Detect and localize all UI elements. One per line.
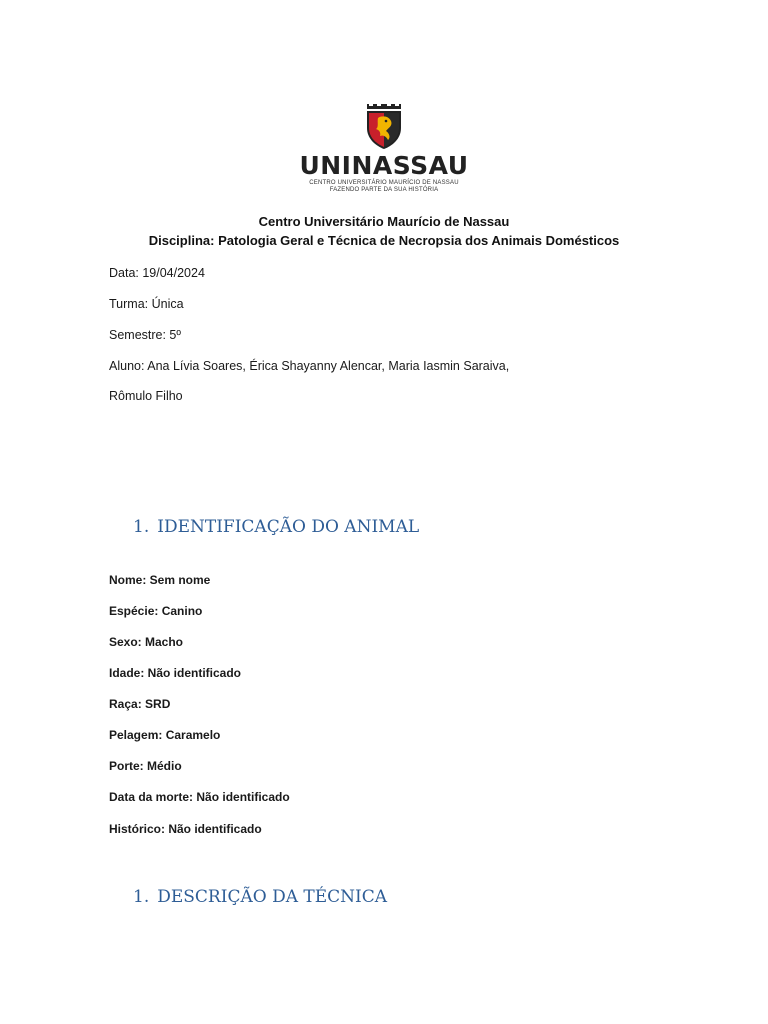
discipline-name: Disciplina: Patologia Geral e Técnica de Necropsia dos Animais Domésticos xyxy=(148,233,620,248)
field-species: Espécie: Canino xyxy=(109,604,203,618)
logo-tagline-2: FAZENDO PARTE DA SUA HISTÓRIA xyxy=(329,187,439,193)
field-death-date: Data da morte: Não identificado xyxy=(109,790,290,804)
institution-logo xyxy=(0,104,768,194)
field-sex: Sexo: Macho xyxy=(109,635,184,649)
class-line: Turma: Única xyxy=(109,297,184,311)
institution-name: Centro Universitário Maurício de Nassau xyxy=(258,214,510,229)
students-line-2: Rômulo Filho xyxy=(109,389,183,403)
semester-line: Semestre: 5º xyxy=(109,328,181,342)
field-breed: Raça: SRD xyxy=(109,697,171,711)
logo-tagline-1: CENTRO UNIVERSITÁRIO MAURÍCIO DE NASSAU xyxy=(309,180,459,186)
date-line: Data: 19/04/2024 xyxy=(109,266,205,280)
section-technique-title xyxy=(133,887,387,907)
field-name: Nome: Sem nome xyxy=(109,573,211,587)
section-identification-title xyxy=(133,517,419,537)
field-size: Porte: Médio xyxy=(109,759,182,773)
section-number: 1. xyxy=(133,887,150,907)
section-title-text: DESCRIÇÃO DA TÉCNICA xyxy=(157,887,388,907)
field-age: Idade: Não identificado xyxy=(109,666,242,680)
logo-wordmark: UNINASSAU xyxy=(299,151,469,180)
field-coat: Pelagem: Caramelo xyxy=(109,728,221,742)
students-line-1: Aluno: Ana Lívia Soares, Érica Shayanny Alencar, Maria Iasmin Saraiva, xyxy=(109,359,510,373)
field-history: Histórico: Não identificado xyxy=(109,822,262,836)
document-heading xyxy=(0,212,768,250)
shield-crest-icon xyxy=(364,104,404,150)
section-number: 1. xyxy=(133,517,150,537)
section-title-text: IDENTIFICAÇÃO DO ANIMAL xyxy=(157,517,420,537)
